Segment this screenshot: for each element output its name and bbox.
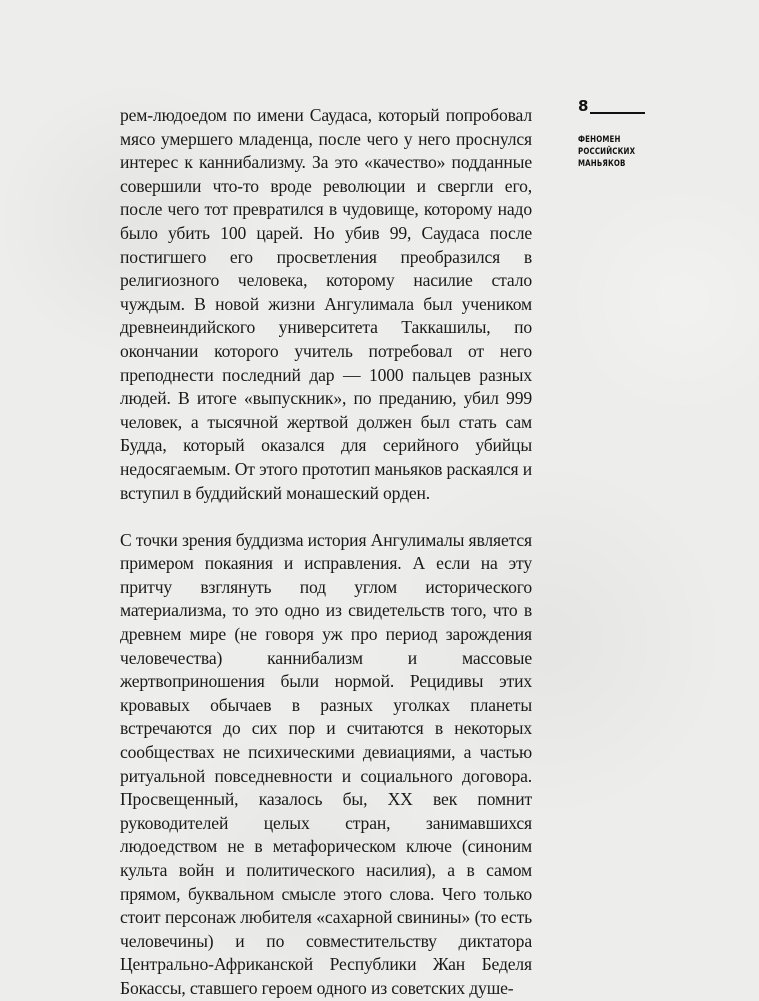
page-number: 8 <box>578 97 589 115</box>
running-head <box>578 98 648 170</box>
paragraph: рем-людоедом по имени Саудаса, который попробовал мясо умершего младенца, после чего у него проснулся интерес к каннибализму. За это «качество» подданные совершили что-то вроде революции и свергли его, после чего тот превратился в чудовище, которому надо было убить 100 царей. Но убив 99, Саудаса после постигшего его просветления преобразился в религиозного человека, которому насилие стало чуждым. В новой жизни Ангулимала был учеником древнеиндийского университета Таккашилы, по окончании которого учитель потребовал от него преподнести последний дар — 1000 пальцев разных людей. В итоге «выпускник», по преданию, убил 999 человек, а тысячной жертвой должен был стать сам Будда, который оказался для серийного убийцы недосягаемым. От этого прототип маньяков раскаялся и вступил в буддийский монашеский орден. <box>120 105 532 503</box>
header-rule <box>590 112 645 114</box>
section-title-line: МАНЬЯКОВ <box>578 159 626 169</box>
paragraph: С точки зрения буддизма история Ангулималы является примером покаяния и исправления. А если на эту притчу взглянуть под углом исторического материализма, то это одно из свидетельств того, что в древнем мире (не говоря уж про период зарождения человечества) каннибализм и массовые жертвоприношения были нормой. Рецидивы этих кровавых обычаев в разных уголках планеты встречаются до сих пор и считаются в некоторых сообществах не психическими девиациями, а частью ритуальной повседневности и социального договора. Просвещенный, казалось бы, ХХ век помнит руководителей целых стран, занимавшихся людоедством не в метафорическом ключе (синоним культа войн и политического насилия), а в самом прямом, буквальном смысле этого слова. Чего только стоит персонаж любителя «сахарной свинины» (то есть человечины) и по совместительству диктатора Центрально-Африканской Республики Жан Беделя Бокассы, ставшего героем одного из советских душе- <box>120 529 532 998</box>
section-title <box>578 134 635 170</box>
section-title-line: РОССИЙСКИХ <box>578 147 636 157</box>
body-text <box>120 104 532 1001</box>
section-title-line: ФЕНОМЕН <box>578 135 621 145</box>
